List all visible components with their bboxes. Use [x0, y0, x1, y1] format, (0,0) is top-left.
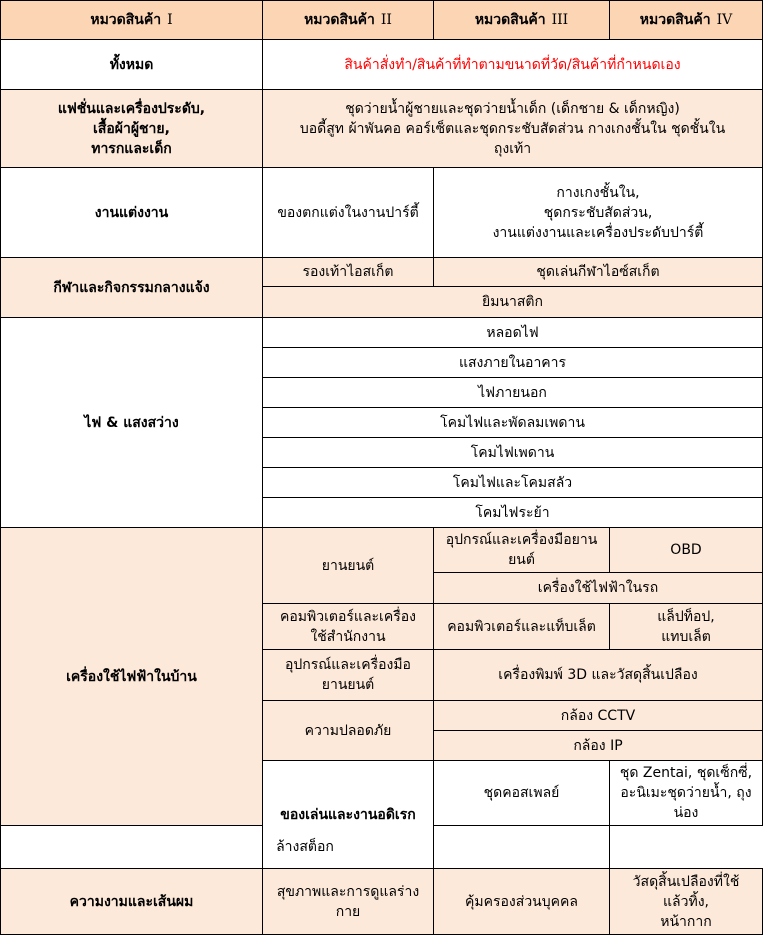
- toys-cosplay: ชุดคอสเพลย์: [434, 761, 610, 826]
- row-sports-gym: ยิมนาสติก: [263, 287, 763, 318]
- row-lighting-item: ไฟภายนอก: [263, 378, 763, 408]
- row-beauty-label: ความงามและเส้นผม: [1, 869, 263, 935]
- row-all-label: ทั้งหมด: [1, 40, 263, 90]
- row-lighting-item: หลอดไฟ: [263, 318, 763, 348]
- beauty-personal-protection: คุ้มครองส่วนบุคคล: [434, 869, 610, 935]
- row-sports-value: ชุดเล่นกีฬาไอซ์สเก็ต: [434, 258, 763, 287]
- row-lighting-label: ไฟ & แสงสว่าง: [1, 318, 263, 528]
- row-lighting-item: แสงภายในอาคาร: [263, 348, 763, 378]
- appliances-car-electric: เครื่องใช้ไฟฟ้าในรถ: [434, 573, 763, 604]
- appliances-auto: ยานยนต์: [263, 528, 434, 604]
- appliances-security: ความปลอดภัย: [263, 701, 434, 761]
- toys-clearance: ล้างสต็อก: [1, 826, 610, 869]
- row-fashion-label: แฟชั่นและเครื่องประดับ, เสื้อผ้าผู้ชาย, ทารกและเด็ก: [1, 90, 263, 168]
- row-lighting-item: โคมไฟระย้า: [263, 498, 763, 528]
- appliances-auto-tools: อุปกรณ์และเครื่องมือยาน ยนต์: [434, 528, 610, 573]
- row-sports-sub: รองเท้าไอสเก็ต: [263, 258, 434, 287]
- row-wedding-value: กางเกงชั้นใน, ชุดกระชับสัดส่วน, งานแต่งงานและเครื่องประดับปาร์ตี้: [434, 168, 763, 258]
- beauty-disposables: วัสดุสิ้นเปลืองที่ใช้ แล้วทิ้ง, หน้ากาก: [610, 869, 763, 935]
- header-category-4: หมวดสินค้า IV: [610, 1, 763, 40]
- appliances-3d-printer: เครื่องพิมพ์ 3D และวัสดุสิ้นเปลือง: [434, 650, 763, 701]
- row-all-value: สินค้าสั่งทำ/สินค้าที่ทำตามขนาดที่วัด/สินค้าที่กำหนดเอง: [263, 40, 763, 90]
- row-lighting-item: โคมไฟเพดาน: [263, 438, 763, 468]
- appliances-laptop: แล็ปท็อป, แทบเล็ต: [610, 604, 763, 650]
- toys-cosplay-value: ชุด Zentai, ชุดเซ็กซี่, อะนิเมะชุดว่ายน้ำ, ถุงน่อง: [610, 761, 763, 826]
- row-toys-label: ของเล่นและงานอดิเรก: [263, 761, 434, 869]
- appliances-cctv: กล้อง CCTV: [434, 701, 763, 731]
- header-category-3: หมวดสินค้า III: [434, 1, 610, 40]
- row-appliances-label: เครื่องใช้ไฟฟ้าในบ้าน: [1, 528, 263, 826]
- appliances-computer: คอมพิวเตอร์และเครื่อง ใช้สำนักงาน: [263, 604, 434, 650]
- row-wedding-label: งานแต่งงาน: [1, 168, 263, 258]
- row-sports-label: กีฬาและกิจกรรมกลางแจ้ง: [1, 258, 263, 318]
- beauty-health: สุขภาพและการดูแลร่าง กาย: [263, 869, 434, 935]
- header-category-2: หมวดสินค้า II: [263, 1, 434, 40]
- row-lighting-item: โคมไฟและพัดลมเพดาน: [263, 408, 763, 438]
- row-wedding-sub: ของตกแต่งในงานปาร์ตี้: [263, 168, 434, 258]
- appliances-ip-camera: กล้อง IP: [434, 731, 763, 761]
- row-lighting-item: โคมไฟและโคมสลัว: [263, 468, 763, 498]
- appliances-auto-tools-2: อุปกรณ์และเครื่องมือ ยานยนต์: [263, 650, 434, 701]
- row-fashion-value: ชุดว่ายน้ำผู้ชายและชุดว่ายน้ำเด็ก (เด็กชาย & เด็กหญิง) บอดี้สูท ผ้าพันคอ คอร์เซ็ตและชุดกระชับสัดส่วน กางเกงชั้นใน ชุดชั้นใน ถุงเท้า: [263, 90, 763, 168]
- appliances-obd: OBD: [610, 528, 763, 573]
- header-category-1: หมวดสินค้า I: [1, 1, 263, 40]
- appliances-computer-tablet: คอมพิวเตอร์และแท็บเล็ต: [434, 604, 610, 650]
